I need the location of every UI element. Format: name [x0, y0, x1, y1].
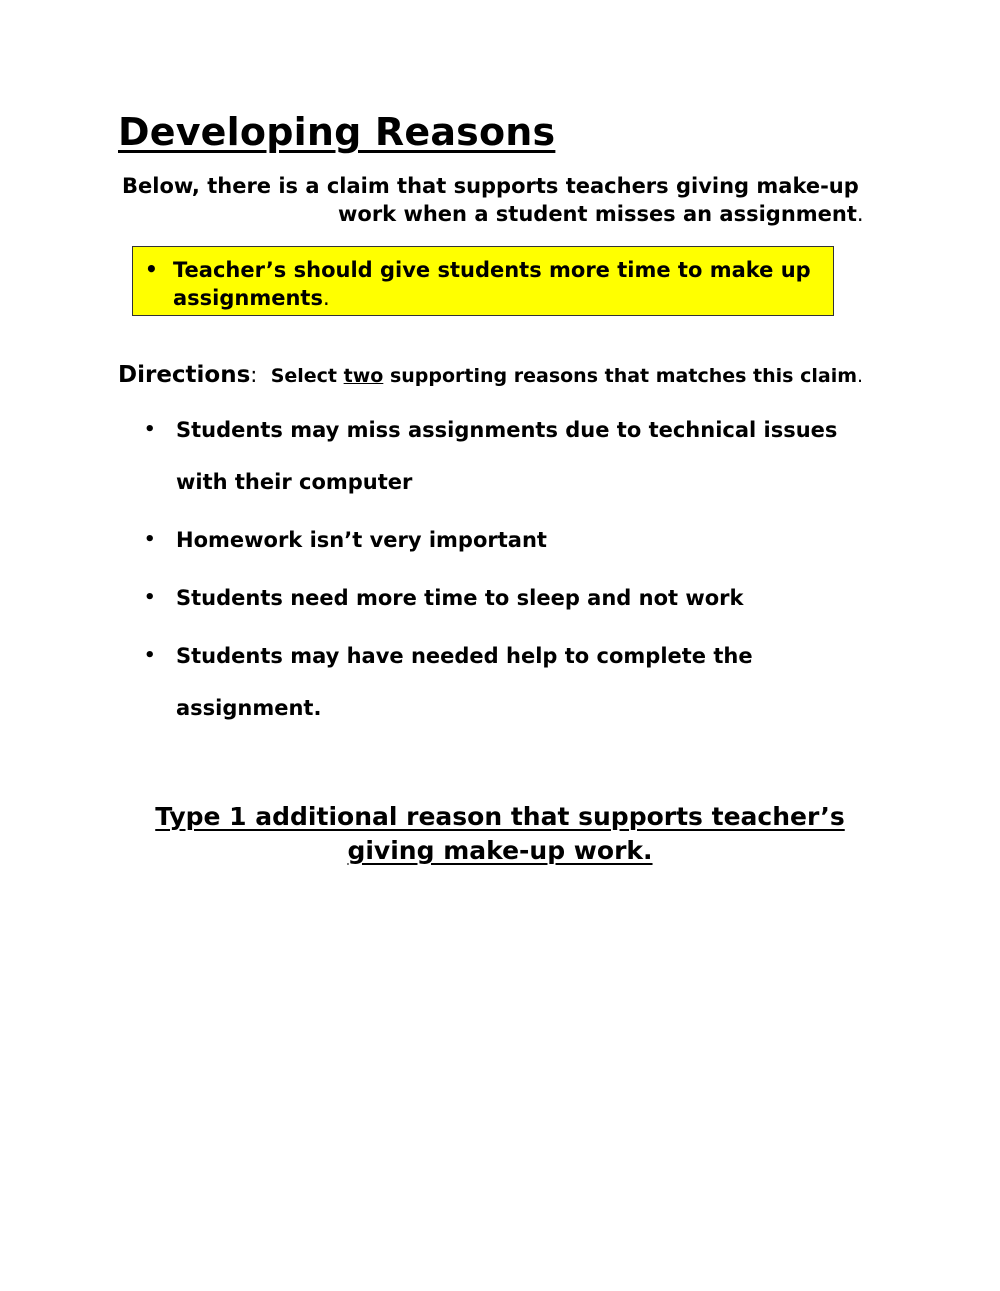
reason-option-label: Homework isn’t very important: [176, 528, 547, 552]
claim-text: [173, 256, 813, 312]
directions-label: Directions: [118, 362, 251, 388]
claim-text-body: Teacher’s should give students more time to make up assignments: [173, 258, 811, 310]
directions: [118, 362, 863, 388]
answer-prompt-line-1: Type 1 additional reason that supports teacher’s: [155, 802, 845, 831]
directions-pre: Select: [270, 365, 344, 387]
intro-period: .: [856, 202, 864, 226]
reason-option[interactable]: [140, 630, 880, 734]
reason-option[interactable]: [140, 404, 880, 508]
bullet-icon: •: [144, 645, 156, 666]
reason-option[interactable]: [140, 572, 880, 624]
directions-body: [271, 365, 863, 387]
intro-line-1: Below, there is a claim that supports teachers giving make-up: [122, 174, 859, 198]
page-title: Developing Reasons: [118, 110, 556, 154]
claim-period: .: [322, 286, 330, 310]
bullet-icon: •: [144, 529, 156, 550]
directions-post: supporting reasons that matches this claim: [383, 365, 858, 387]
intro-line-2-text: work when a student misses an assignment: [338, 202, 857, 226]
reason-option-label: Students need more time to sleep and not work: [176, 586, 744, 610]
reason-option[interactable]: [140, 514, 880, 566]
answer-input[interactable]: [118, 890, 886, 1214]
answer-prompt: [100, 800, 900, 868]
directions-period: .: [857, 365, 864, 387]
bullet-icon: •: [144, 587, 156, 608]
intro-text: [118, 172, 888, 228]
reason-option-label: Students may miss assignments due to technical issues with their computer: [176, 418, 838, 494]
reason-options-list: [140, 404, 880, 740]
claim-bullet-icon: •: [145, 257, 158, 281]
answer-prompt-line-2: giving make-up work.: [347, 836, 653, 865]
claim-highlight-box: [132, 246, 834, 316]
bullet-icon: •: [144, 419, 156, 440]
intro-line-2: [118, 200, 888, 228]
reason-option-label: Students may have needed help to complete the assignment.: [176, 644, 753, 720]
directions-colon: :: [250, 363, 258, 387]
directions-emphasis: two: [343, 365, 384, 387]
